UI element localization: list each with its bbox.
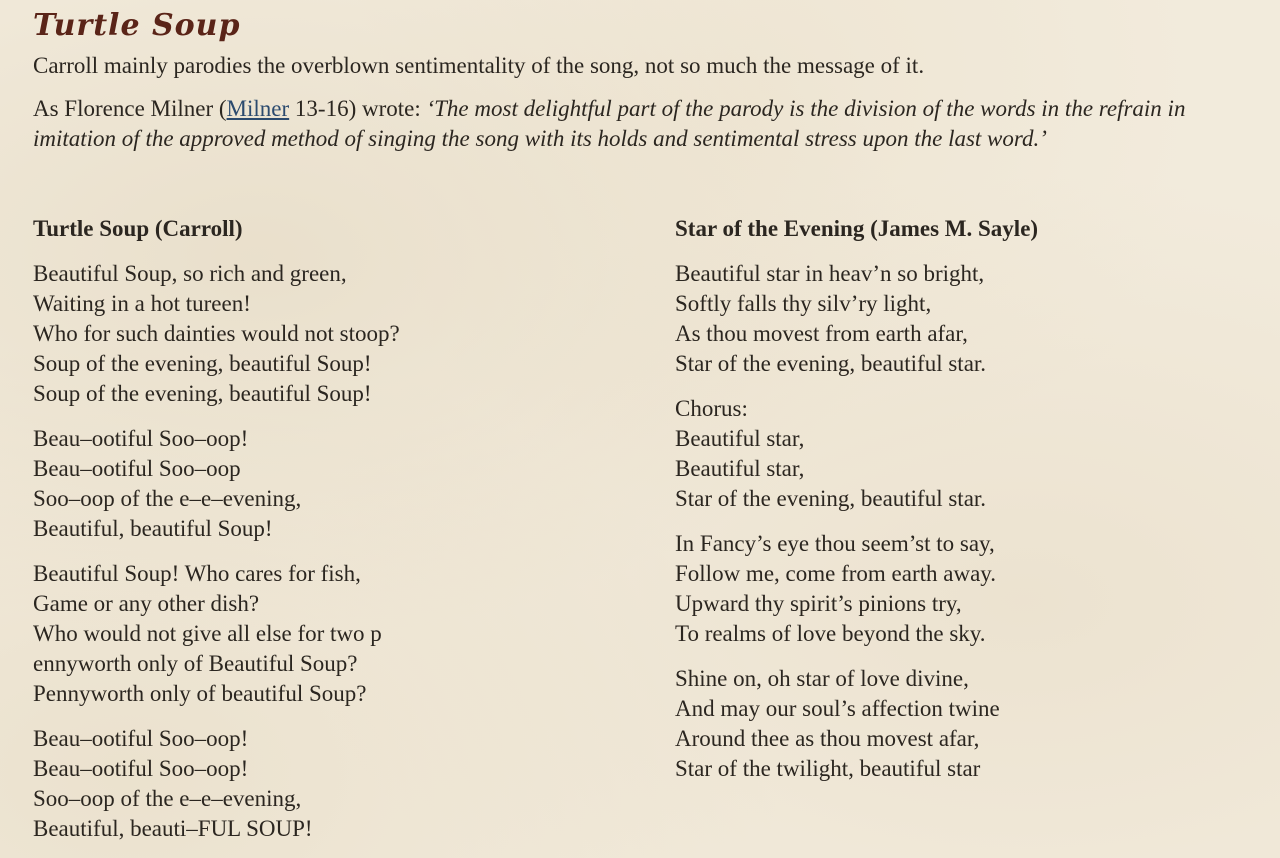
poem-line: Upward thy spirit’s pinions try, <box>675 591 962 616</box>
poem-line: Beau–ootiful Soo–oop <box>33 456 241 481</box>
poem-line: Star of the evening, beautiful star. <box>675 486 987 511</box>
poem-line: Shine on, oh star of love divine, <box>675 666 969 691</box>
poem-line: Soup of the evening, beautiful Soup! <box>33 351 372 376</box>
poem-line: Star of the twilight, beautiful star <box>675 756 981 781</box>
right-column <box>675 210 1275 784</box>
quote-text: ‘The most delightful part of the parody is the division of the words in the refrain in imitation of the approved method of singing the song with its holds and sentimental stress upon the last word.’ <box>33 96 1186 151</box>
stanza <box>33 724 633 844</box>
quote-pages: 13-16) wrote: <box>289 96 427 121</box>
poem-line: Beautiful, beautiful Soup! <box>33 516 273 541</box>
poem-line: Soo–oop of the e–e–evening, <box>33 486 302 511</box>
poem-line: Star of the evening, beautiful star. <box>675 351 987 376</box>
stanza <box>675 664 1275 784</box>
poem-line: Softly falls thy silv’ry light, <box>675 291 932 316</box>
left-column <box>33 210 633 844</box>
poem-line: Beau–ootiful Soo–oop! <box>33 426 249 451</box>
left-column-heading: Turtle Soup (Carroll) <box>33 216 243 241</box>
poem-line: Beautiful star, <box>675 456 805 481</box>
stanza <box>675 529 1275 649</box>
poem-line: To realms of love beyond the sky. <box>675 621 986 646</box>
intro-paragraph: Carroll mainly parodies the overblown sentimentality of the song, not so much the message of it. <box>33 53 925 78</box>
poem-line: Waiting in a hot tureen! <box>33 291 251 316</box>
poem-line: Beautiful, beauti–FUL SOUP! <box>33 816 313 841</box>
poem-line: Follow me, come from earth away. <box>675 561 997 586</box>
poem-line: Beautiful star, <box>675 426 805 451</box>
poem-line: Beautiful Soup! Who cares for fish, <box>33 561 361 586</box>
poem-line: Who for such dainties would not stoop? <box>33 321 400 346</box>
poem-line: ennyworth only of Beautiful Soup? <box>33 651 358 676</box>
stanza <box>33 424 633 544</box>
right-column-heading: Star of the Evening (James M. Sayle) <box>675 216 1039 241</box>
article <box>33 0 1263 841</box>
poem-line: In Fancy’s eye thou seem’st to say, <box>675 531 995 556</box>
poem-line: Around thee as thou movest afar, <box>675 726 980 751</box>
poem-line: Beautiful Soup, so rich and green, <box>33 261 347 286</box>
stanza <box>33 559 633 709</box>
poem-line: Beautiful star in heav’n so bright, <box>675 261 985 286</box>
milner-link[interactable]: Milner <box>226 96 290 121</box>
poem-line: Beau–ootiful Soo–oop! <box>33 726 249 751</box>
poem-line: And may our soul’s affection twine <box>675 696 1000 721</box>
poem-line: Game or any other dish? <box>33 591 260 616</box>
page-title: Turtle Soup <box>33 8 241 43</box>
stanza <box>675 394 1275 514</box>
poem-line: Beau–ootiful Soo–oop! <box>33 756 249 781</box>
poem-line: Soup of the evening, beautiful Soup! <box>33 381 372 406</box>
poem-line: As thou movest from earth afar, <box>675 321 968 346</box>
stanza <box>675 259 1275 379</box>
poem-line: Who would not give all else for two p <box>33 621 382 646</box>
poem-line: Soo–oop of the e–e–evening, <box>33 786 302 811</box>
quote-prefix: As Florence Milner ( <box>33 96 227 121</box>
quote-paragraph <box>33 94 1263 154</box>
stanza <box>33 259 633 409</box>
poem-line: Pennyworth only of beautiful Soup? <box>33 681 367 706</box>
poem-line: Chorus: <box>675 396 748 421</box>
